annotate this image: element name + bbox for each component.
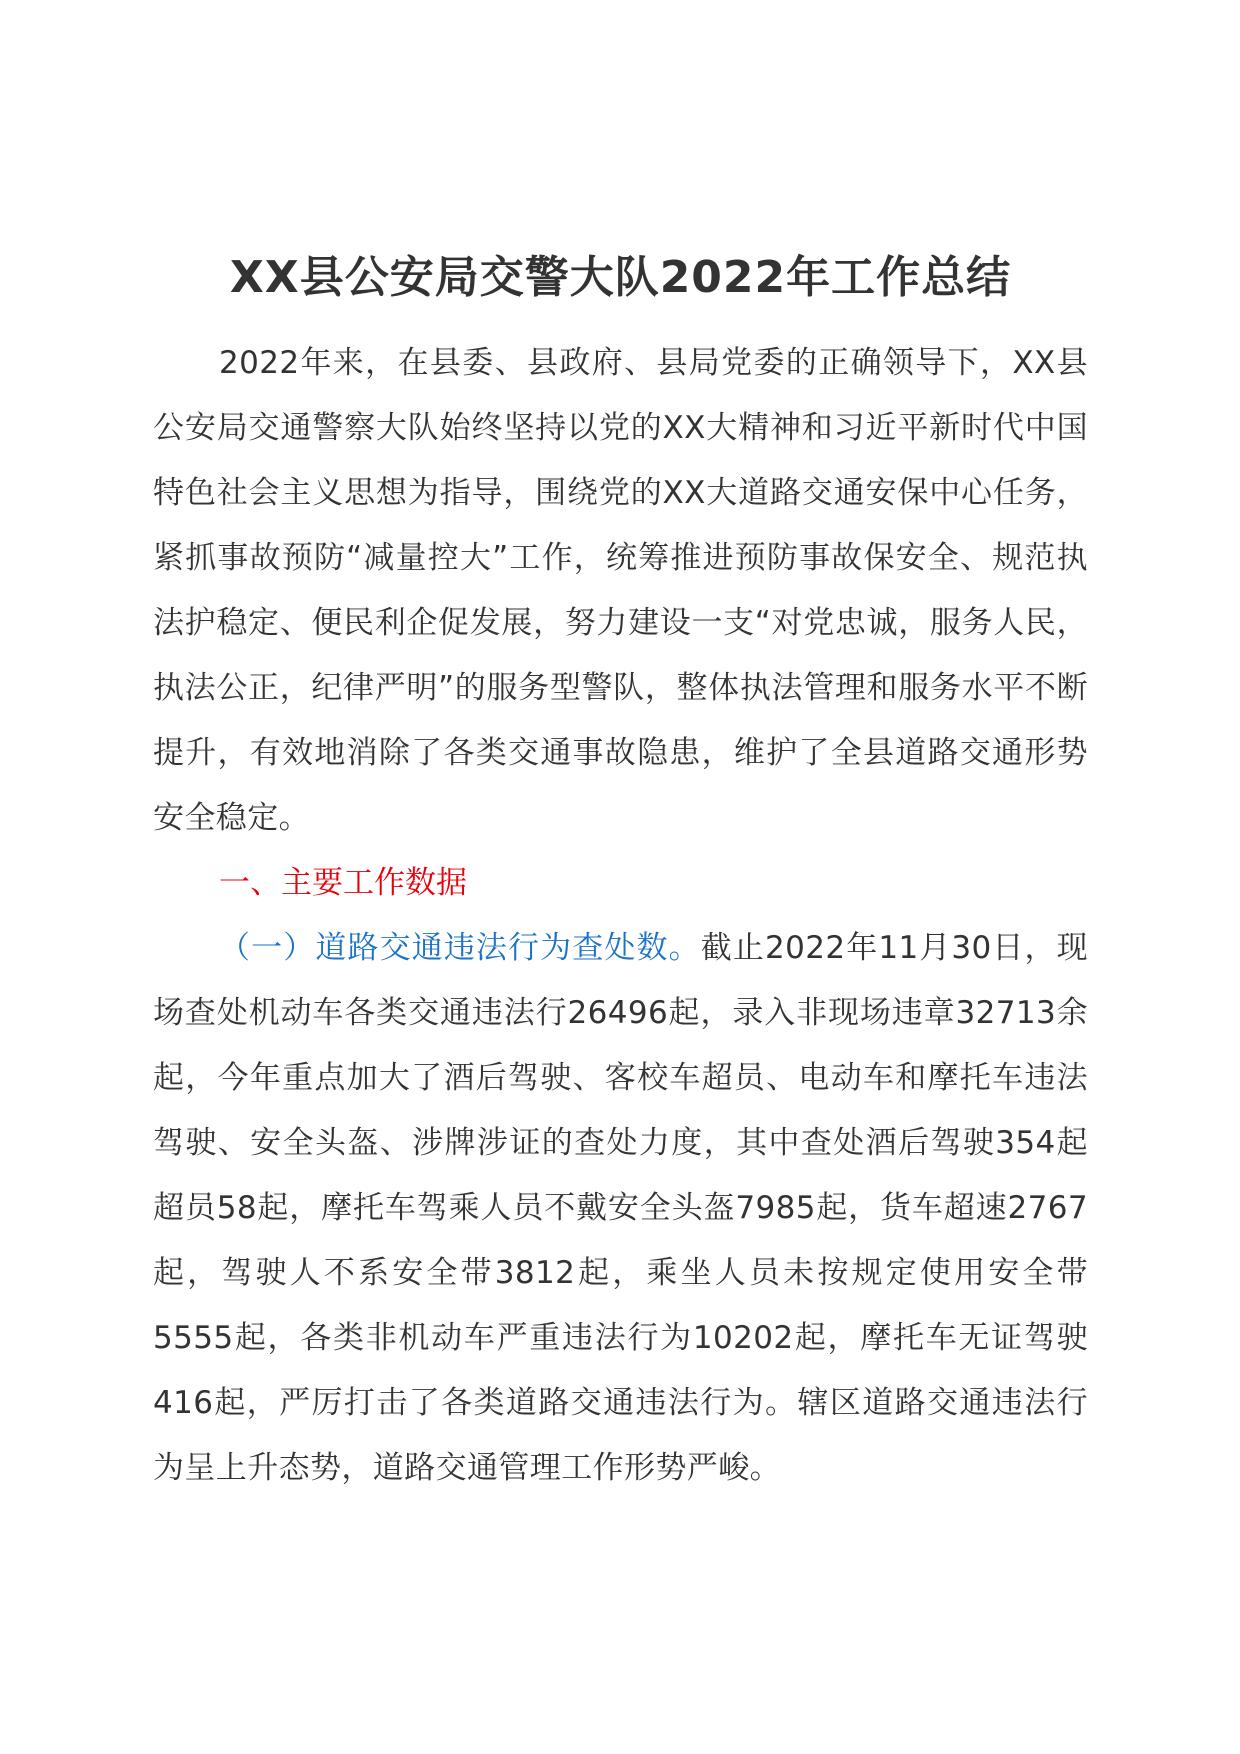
- document-page: [153, 245, 1088, 1501]
- section-heading-main-data: 一、主要工作数据: [219, 865, 467, 901]
- subsection-heading-violations: （一）道路交通违法行为查处数。: [219, 930, 701, 966]
- subsection-body-violations: 截止2022年11月30日，现场查处机动车各类交通违法行26496起，录入非现场违章32713余起，今年重点加大了酒后驾驶、客校车超员、电动车和摩托车违法驾驶、安全头盔、涉牌涉证的查处力度，其中查处酒后驾驶354起超员58起，摩托车驾乘人员不戴安全头盔7985起，货车超速2767起，驾驶人不系安全带3812起，乘坐人员未按规定使用安全带5555起，各类非机动车严重违法行为10202起，摩托车无证驾驶416起，严厉打击了各类道路交通违法行为。辖区道路交通违法行为呈上升态势，道路交通管理工作形势严峻。: [153, 930, 1089, 1486]
- document-title: XX县公安局交警大队2022年工作总结: [229, 252, 1012, 303]
- intro-paragraph: 2022年来，在县委、县政府、县局党委的正确领导下，XX县公安局交通警察大队始终坚持以党的XX大精神和习近平新时代中国特色社会主义思想为指导，围绕党的XX大道路交通安保中心任务，紧抓事故预防“减量控大”工作，统筹推进预防事故保安全、规范执法护稳定、便民利企促发展，努力建设一支“对党忠诚，服务人民，执法公正，纪律严明”的服务型警队，整体执法管理和服务水平不断提升，有效地消除了各类交通事故隐患，维护了全县道路交通形势安全稳定。: [153, 345, 1088, 836]
- subsection-paragraph-violations: [153, 916, 1088, 1501]
